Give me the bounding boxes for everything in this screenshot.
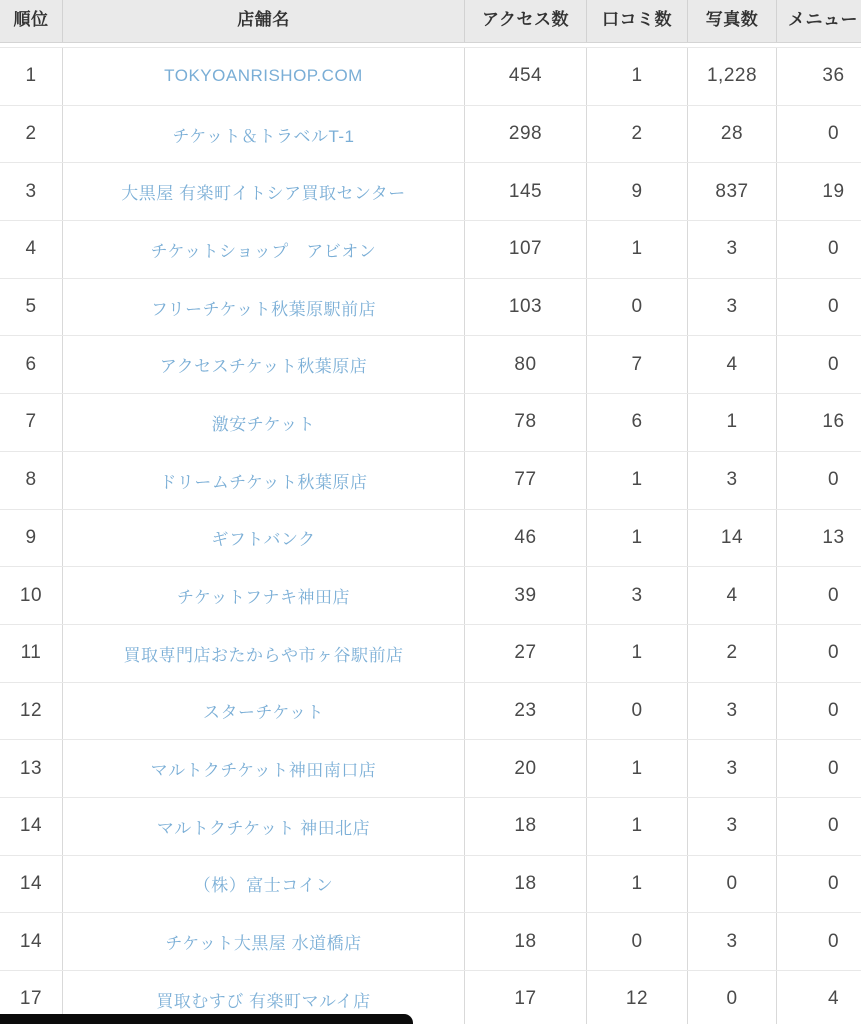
shop-link[interactable]: チケット大黒屋 水道橋店 [165, 934, 362, 954]
access-cell [465, 510, 587, 567]
reviews-value: 2 [631, 123, 643, 145]
menu-cell [777, 48, 861, 105]
photos-cell [688, 279, 777, 336]
photos-value: 3 [726, 815, 738, 837]
reviews-value: 6 [631, 411, 643, 433]
rank-value: 14 [19, 815, 43, 837]
menu-cell [777, 394, 861, 451]
menu-value: 0 [827, 353, 840, 375]
menu-value: 0 [827, 469, 840, 491]
access-cell [465, 221, 587, 278]
photos-value: 4 [726, 584, 738, 606]
menu-cell [777, 856, 861, 913]
shop-link[interactable]: TOKYOANRISHOP.COM [164, 66, 363, 86]
rank-cell [0, 798, 63, 855]
reviews-value: 1 [631, 65, 643, 87]
shop-name-cell [63, 394, 465, 451]
shop-name-cell [63, 221, 465, 278]
reviews-cell [587, 971, 688, 1024]
photos-value: 3 [726, 469, 738, 491]
menu-cell [777, 221, 861, 278]
menu-cell [777, 567, 861, 624]
shop-name-cell [63, 625, 465, 682]
shop-link[interactable]: 激安チケット [211, 414, 316, 434]
photos-value: 3 [726, 238, 738, 260]
menu-cell [777, 971, 861, 1024]
rank-value: 14 [19, 872, 43, 894]
reviews-cell [587, 336, 688, 393]
photos-value: 3 [726, 296, 738, 318]
menu-cell [777, 683, 861, 740]
rank-cell [0, 913, 63, 970]
rank-cell [0, 510, 63, 567]
reviews-cell [587, 856, 688, 913]
header-cell-menu: メニュー [777, 0, 861, 42]
photos-cell [688, 48, 777, 105]
access-cell [465, 452, 587, 509]
access-value: 18 [514, 930, 537, 952]
photos-value: 1 [726, 411, 738, 433]
shop-name-cell [63, 279, 465, 336]
rank-cell [0, 106, 63, 163]
reviews-value: 1 [631, 526, 643, 548]
table-row [0, 106, 861, 164]
reviews-value: 1 [631, 872, 643, 894]
rank-value: 2 [25, 123, 37, 145]
menu-cell [777, 510, 861, 567]
reviews-cell [587, 394, 688, 451]
photos-value: 2 [726, 642, 738, 664]
shop-name-cell [63, 798, 465, 855]
access-cell [465, 567, 587, 624]
access-value: 27 [514, 642, 537, 664]
shop-link[interactable]: チケットフナキ神田店 [177, 588, 350, 608]
shop-link[interactable]: マルトクチケット 神田北店 [156, 818, 371, 838]
rank-value: 7 [25, 411, 37, 433]
menu-value: 16 [822, 411, 845, 433]
reviews-value: 1 [631, 642, 643, 664]
header-cell-reviews: 口コミ数 [587, 0, 688, 42]
rank-cell [0, 163, 63, 220]
menu-value: 0 [827, 123, 840, 145]
access-cell [465, 625, 587, 682]
menu-value: 4 [827, 988, 840, 1010]
menu-cell [777, 452, 861, 509]
reviews-cell [587, 452, 688, 509]
photos-cell [688, 221, 777, 278]
shop-link[interactable]: ドリームチケット秋葉原店 [159, 472, 368, 492]
access-value: 17 [514, 988, 537, 1010]
shop-name-cell [63, 452, 465, 509]
table-row [0, 452, 861, 510]
menu-cell [777, 913, 861, 970]
photos-value: 0 [726, 872, 738, 894]
rank-value: 14 [19, 930, 43, 952]
photos-cell [688, 740, 777, 797]
header-cell-photos: 写真数 [688, 0, 777, 42]
access-value: 46 [514, 526, 537, 548]
reviews-cell [587, 567, 688, 624]
reviews-cell [587, 913, 688, 970]
photos-value: 14 [720, 526, 744, 548]
reviews-value: 3 [631, 584, 643, 606]
photos-cell [688, 971, 777, 1024]
shop-link[interactable]: ギフトバンク [211, 530, 316, 550]
access-cell [465, 798, 587, 855]
access-value: 77 [514, 469, 537, 491]
rank-cell [0, 683, 63, 740]
rank-value: 17 [19, 988, 43, 1010]
reviews-value: 0 [631, 699, 643, 721]
table-row [0, 740, 861, 798]
access-cell [465, 683, 587, 740]
reviews-value: 7 [631, 353, 643, 375]
rank-cell [0, 567, 63, 624]
menu-value: 0 [827, 642, 840, 664]
reviews-cell [587, 221, 688, 278]
header-cell-rank: 順位 [0, 0, 63, 42]
table-row [0, 336, 861, 394]
access-cell [465, 279, 587, 336]
access-value: 107 [508, 238, 543, 260]
photos-cell [688, 336, 777, 393]
rank-cell [0, 452, 63, 509]
photos-cell [688, 567, 777, 624]
access-cell [465, 336, 587, 393]
rank-cell [0, 394, 63, 451]
shop-name-cell [63, 856, 465, 913]
menu-value: 0 [827, 699, 840, 721]
access-cell [465, 740, 587, 797]
table-row [0, 567, 861, 625]
access-value: 39 [514, 584, 537, 606]
access-value: 454 [508, 65, 543, 87]
table-row [0, 683, 861, 741]
rank-value: 12 [19, 699, 43, 721]
table-row [0, 163, 861, 221]
menu-cell [777, 163, 861, 220]
access-cell [465, 394, 587, 451]
reviews-value: 0 [631, 296, 643, 318]
rank-cell [0, 279, 63, 336]
shop-name-cell [63, 913, 465, 970]
rank-value: 1 [25, 65, 37, 87]
table-row [0, 856, 861, 914]
rank-value: 4 [25, 238, 37, 260]
table-row [0, 279, 861, 337]
shop-link[interactable]: 買取むすび 有楽町マルイ店 [156, 991, 371, 1011]
table-row [0, 913, 861, 971]
access-value: 23 [514, 699, 537, 721]
shop-link[interactable]: （株）富士コイン [193, 876, 334, 896]
photos-cell [688, 452, 777, 509]
access-value: 103 [508, 296, 543, 318]
reviews-cell [587, 798, 688, 855]
photos-cell [688, 856, 777, 913]
access-value: 78 [514, 411, 537, 433]
access-cell [465, 971, 587, 1024]
menu-value: 0 [827, 238, 840, 260]
reviews-cell [587, 683, 688, 740]
photos-value: 0 [726, 988, 738, 1010]
header-cell-name: 店舗名 [63, 0, 465, 42]
menu-value: 0 [827, 296, 840, 318]
table-row [0, 48, 861, 106]
photos-cell [688, 394, 777, 451]
photos-cell [688, 798, 777, 855]
rank-value: 10 [19, 584, 43, 606]
access-value: 298 [508, 123, 543, 145]
access-value: 20 [514, 757, 537, 779]
reviews-value: 1 [631, 238, 643, 260]
menu-cell [777, 740, 861, 797]
photos-cell [688, 106, 777, 163]
photos-value: 28 [720, 123, 744, 145]
photos-value: 3 [726, 757, 738, 779]
shop-name-cell [63, 740, 465, 797]
rank-value: 9 [25, 526, 37, 548]
rank-value: 13 [19, 757, 43, 779]
access-value: 145 [508, 180, 543, 202]
header-cell-access: アクセス数 [465, 0, 587, 42]
table-row [0, 221, 861, 279]
reviews-value: 1 [631, 815, 643, 837]
rank-value: 5 [25, 296, 37, 318]
reviews-value: 12 [625, 988, 649, 1010]
bottom-overlay-bar [0, 1014, 413, 1024]
reviews-value: 0 [631, 930, 643, 952]
rank-cell [0, 856, 63, 913]
rank-value: 11 [20, 642, 42, 664]
rank-value: 8 [25, 469, 37, 491]
table-row [0, 394, 861, 452]
photos-value: 3 [726, 699, 738, 721]
rank-cell [0, 336, 63, 393]
reviews-cell [587, 510, 688, 567]
menu-value: 0 [827, 815, 840, 837]
photos-value: 3 [726, 930, 738, 952]
rank-cell [0, 221, 63, 278]
photos-cell [688, 510, 777, 567]
access-value: 18 [514, 815, 537, 837]
shop-link[interactable]: マルトクチケット神田南口店 [150, 761, 377, 781]
shop-name-cell [63, 336, 465, 393]
menu-cell [777, 798, 861, 855]
table-header [0, 0, 861, 43]
access-value: 80 [514, 353, 537, 375]
shop-link[interactable]: アクセスチケット秋葉原店 [159, 357, 368, 377]
photos-value: 4 [726, 353, 738, 375]
reviews-cell [587, 48, 688, 105]
menu-value: 0 [827, 872, 840, 894]
shop-name-cell [63, 48, 465, 105]
photos-value: 1,228 [706, 65, 758, 87]
table-body [0, 47, 861, 1024]
shop-link[interactable]: チケットショップ アビオン [150, 241, 377, 261]
shop-name-cell [63, 510, 465, 567]
table-row [0, 625, 861, 683]
access-value: 18 [514, 872, 537, 894]
shop-name-cell [63, 106, 465, 163]
menu-value: 0 [827, 757, 840, 779]
menu-value: 0 [827, 584, 840, 606]
menu-cell [777, 106, 861, 163]
shop-name-cell [63, 567, 465, 624]
rank-cell [0, 48, 63, 105]
rank-value: 6 [25, 353, 37, 375]
shop-link[interactable]: チケット＆トラベルT-1 [172, 126, 355, 146]
reviews-cell [587, 106, 688, 163]
access-cell [465, 48, 587, 105]
table-row [0, 798, 861, 856]
photos-cell [688, 625, 777, 682]
access-cell [465, 163, 587, 220]
reviews-cell [587, 279, 688, 336]
shop-link[interactable]: 買取専門店おたからや市ヶ谷駅前店 [123, 645, 404, 665]
menu-value: 36 [822, 65, 845, 87]
photos-value: 837 [715, 180, 749, 202]
menu-value: 19 [822, 180, 845, 202]
menu-cell [777, 625, 861, 682]
menu-cell [777, 336, 861, 393]
menu-cell [777, 279, 861, 336]
reviews-cell [587, 740, 688, 797]
photos-cell [688, 163, 777, 220]
shop-link[interactable]: スターチケット [203, 703, 324, 723]
shop-link[interactable]: 大黒屋 有楽町イトシア買取センター [121, 184, 406, 204]
shop-name-cell [63, 163, 465, 220]
rank-value: 3 [25, 180, 37, 202]
reviews-cell [587, 625, 688, 682]
photos-cell [688, 913, 777, 970]
photos-cell [688, 683, 777, 740]
reviews-value: 1 [631, 469, 643, 491]
access-cell [465, 913, 587, 970]
shop-name-cell [63, 683, 465, 740]
access-cell [465, 856, 587, 913]
reviews-value: 9 [631, 180, 643, 202]
access-cell [465, 106, 587, 163]
reviews-cell [587, 163, 688, 220]
shop-link[interactable]: フリーチケット秋葉原駅前店 [150, 299, 377, 319]
rank-cell [0, 625, 63, 682]
reviews-value: 1 [631, 757, 643, 779]
rank-cell [0, 740, 63, 797]
menu-value: 0 [827, 930, 840, 952]
table-row [0, 510, 861, 568]
menu-value: 13 [822, 526, 845, 548]
